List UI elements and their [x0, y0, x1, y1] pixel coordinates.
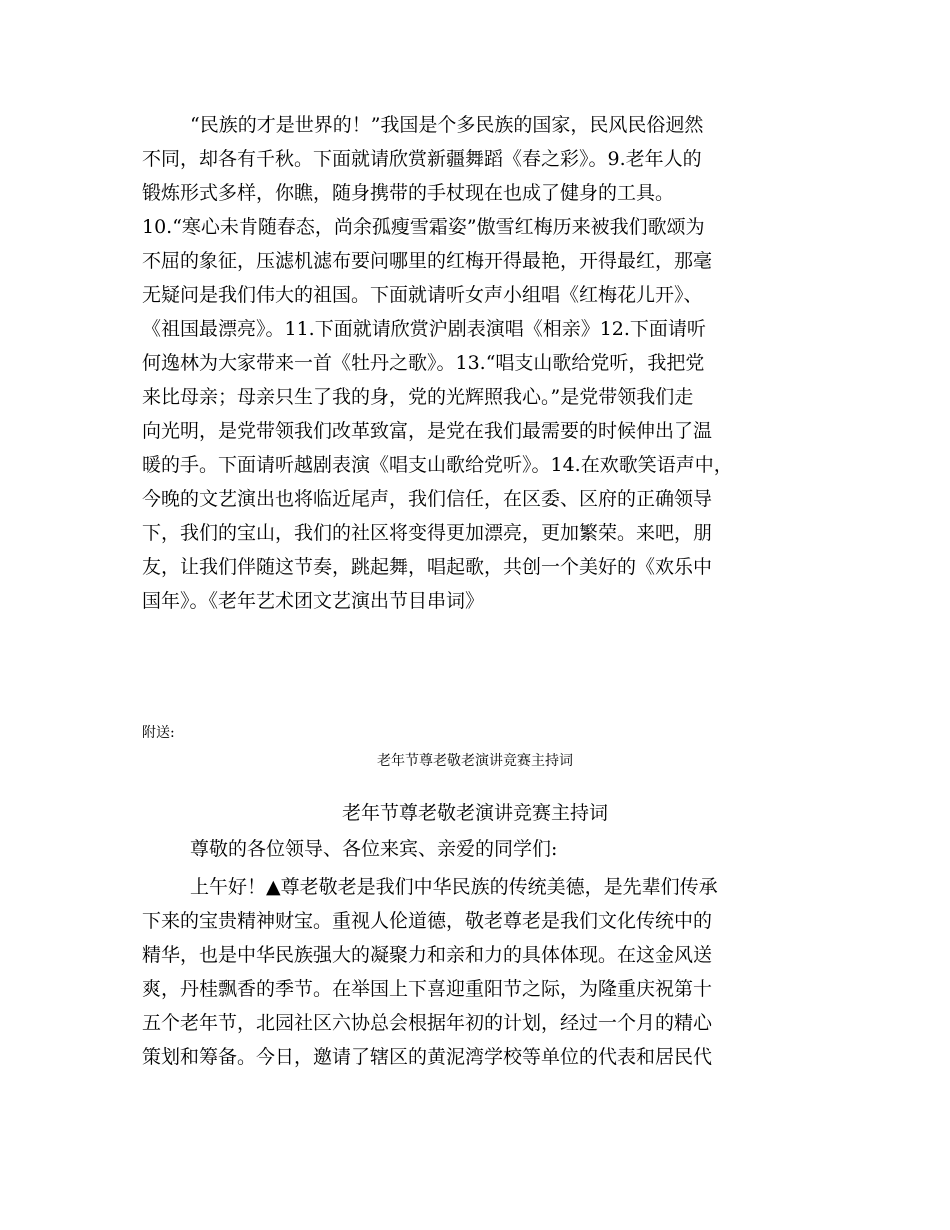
- paragraph-line: 不同，却各有千秋。下面就请欣赏新疆舞蹈《春之彩》。9.老年人的: [142, 148, 702, 170]
- paragraph-line: 爽，丹桂飘香的季节。在举国上下喜迎重阳节之际，为隆重庆祝第十: [142, 978, 713, 1000]
- paragraph-line: 10.“寒心未肯随春态，尚余孤瘦雪霜姿”傲雪红梅历来被我们歌颂为: [142, 216, 705, 238]
- paragraph-line: 来比母亲；母亲只生了我的身，党的光辉照我心。”是党带领我们走: [142, 386, 694, 408]
- paragraph-line: 今晚的文艺演出也将临近尾声，我们信任，在区委、区府的正确领导: [142, 488, 713, 510]
- paragraph-line: “民族的才是世界的！”我国是个多民族的国家，民风民俗迥然: [190, 114, 704, 136]
- paragraph-line: 锻炼形式多样，你瞧，随身携带的手杖现在也成了健身的工具。: [142, 182, 675, 204]
- paragraph-line: 下来的宝贵精神财宝。重视人伦道德，敬老尊老是我们文化传统中的: [142, 910, 713, 932]
- paragraph-line: 策划和筹备。今日，邀请了辖区的黄泥湾学校等单位的代表和居民代: [142, 1046, 713, 1068]
- paragraph-line: 暖的手。下面请听越剧表演《唱支山歌给党听》。14.在欢歌笑语声中，: [142, 454, 733, 476]
- appendix-small-title: 老年节尊老敬老演讲竞赛主持词: [377, 753, 573, 769]
- paragraph-line: 向光明，是党带领我们改革致富，是党在我们最需要的时候伸出了温: [142, 420, 713, 442]
- appendix-title: 老年节尊老敬老演讲竞赛主持词: [341, 802, 608, 824]
- paragraph-line: 精华，也是中华民族强大的凝聚力和亲和力的具体体现。在这金风送: [142, 944, 713, 966]
- paragraph-line: 友，让我们伴随这节奏，跳起舞，唱起歌，共创一个美好的《欢乐中: [142, 556, 713, 578]
- paragraph-line: 五个老年节，北园社区六协总会根据年初的计划，经过一个月的精心: [142, 1012, 713, 1034]
- paragraph-line: 下，我们的宝山，我们的社区将变得更加漂亮，更加繁荣。来吧，朋: [142, 522, 713, 544]
- paragraph-line: 上午好！▲尊老敬老是我们中华民族的传统美德，是先辈们传承: [190, 876, 718, 898]
- appendix-label: 附送:: [142, 725, 175, 741]
- paragraph-line: 国年》。《老年艺术团文艺演出节目串词》: [142, 590, 485, 612]
- paragraph-line: 不屈的象征，压滤机滤布要问哪里的红梅开得最艳，开得最红，那毫: [142, 250, 713, 272]
- appendix-greeting: 尊敬的各位领导、各位来宾、亲爱的同学们:: [190, 838, 558, 860]
- paragraph-line: 《祖国最漂亮》。11.下面就请欣赏沪剧表演唱《相亲》12.下面请听: [142, 318, 706, 340]
- paragraph-line: 何逸林为大家带来一首《牡丹之歌》。13.“唱支山歌给党听，我把党: [142, 352, 705, 374]
- paragraph-line: 无疑问是我们伟大的祖国。下面就请听女声小组唱《红梅花儿开》、: [142, 284, 703, 306]
